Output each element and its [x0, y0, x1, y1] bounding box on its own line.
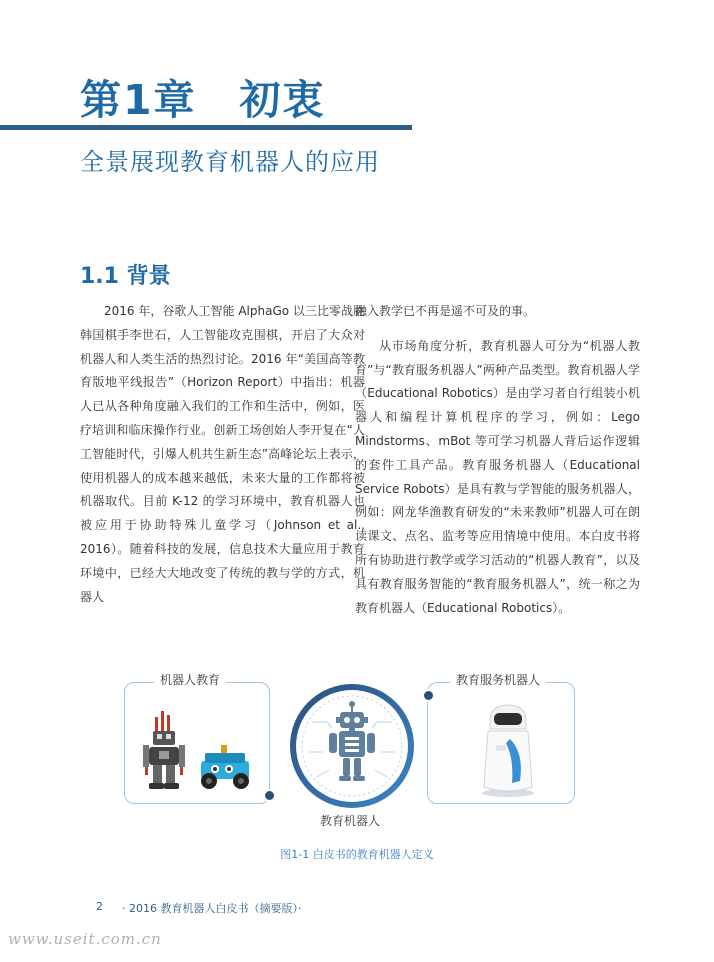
body-column-left	[80, 300, 365, 609]
connector-dot	[422, 689, 435, 702]
mbot-robot-icon	[201, 745, 249, 789]
body-paragraph: 从市场角度分析，教育机器人可分为“机器人教育”与“教育服务机器人”两种产品类型。教育机器人学（Educational Robotics）是由学习者自行组装小机器人和编程计算机程序的学习，例如：Lego Mindstorms、mBot 等可学习机器人背后运作逻辑的套件工具产品。教育服务机器人（Educational Service Robots）是具有教与学智能的服务机器人，例如：网龙华渔教育研发的“未来教师”机器人可在朗读课文、点名、监考等应用情境中使用。本白皮书将所有协助进行教学或学习活动的“机器人教育”，以及具有教育服务智能的“教育服务机器人”，统一称之为教育机器人（Educational Robotics）。	[355, 338, 640, 615]
humanoid-kit-robot-icon	[143, 711, 185, 789]
educational-service-robot-box	[427, 682, 575, 804]
running-footer-title: · 2016 教育机器人白皮书（摘要版）·	[122, 902, 302, 915]
robot-kits-image	[125, 683, 269, 803]
service-robot-icon	[482, 705, 534, 797]
robot-education-label: 机器人教育	[154, 670, 226, 690]
site-watermark: www.useit.com.cn	[8, 930, 162, 948]
center-robot-emblem	[277, 682, 427, 810]
educational-robot-label: 教育机器人	[319, 814, 380, 828]
chapter-subtitle: 全景展现教育机器人的应用	[80, 148, 380, 176]
body-paragraph: 2016 年，谷歌人工智能 AlphaGo 以三比零战胜韩国棋手李世石，人工智能攻克围棋，开启了大众对机器人和人类生活的热烈讨论。2016 年“美国高等教育版地平线报告”（Horizon Report）中指出：机器人已从各种角度融入我们的工作和生活中，例如，医疗培训和临床操作行业。创新工场创始人李开复在“人工智能时代，引爆人机共生新生态”高峰论坛上表示，使用机器人的成本越来越低，未来大量的工作都将被机器取代。目前 K-12 的学习环境中，教育机器人也被应用于协助特殊儿童学习（Johnson et al., 2016）。随着科技的发展，信息技术大量应用于教育环境中，已经大大地改变了传统的教与学的方式，机器人	[80, 304, 365, 604]
robot-education-box	[124, 682, 270, 804]
body-column-right	[355, 300, 640, 620]
chapter-title-rule	[0, 125, 412, 130]
page-number: 2	[96, 900, 103, 913]
service-robot-image	[428, 683, 574, 803]
figure-caption: 图1-1 白皮书的教育机器人定义	[280, 848, 434, 861]
chapter-title: 第1章 初衷	[80, 76, 326, 124]
section-heading: 1.1 背景	[80, 264, 171, 289]
educational-service-robot-label: 教育服务机器人	[450, 670, 546, 690]
body-paragraph-continued: 融入教学已不再是遥不可及的事。	[355, 304, 536, 318]
connector-dot	[263, 789, 276, 802]
